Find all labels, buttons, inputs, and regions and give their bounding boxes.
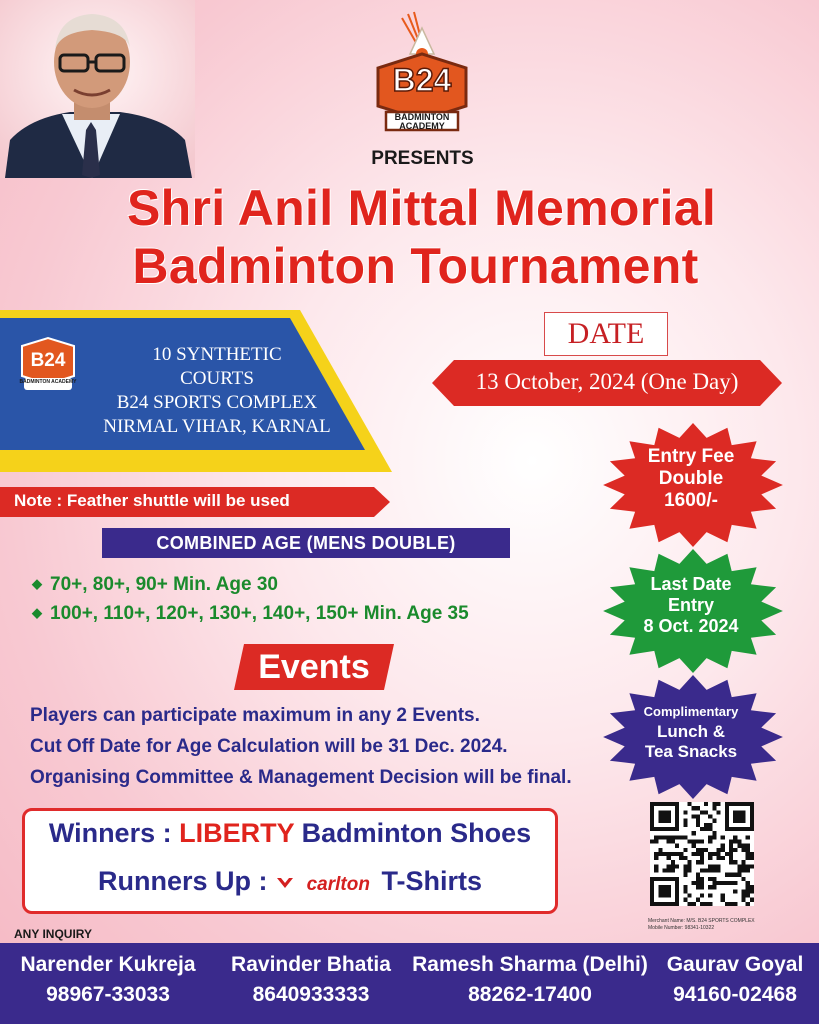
logo-subtitle: BADMINTON ACADEMY	[394, 112, 450, 131]
winners-prize: Winners : LIBERTY Badminton Shoes	[48, 818, 532, 848]
runners-up-prize: Runners Up : carlton T-Shirts	[98, 866, 482, 896]
entry-fee-text: Entry Fee Double 1600/-	[647, 446, 735, 511]
contact-phone[interactable]: 98967-33033	[46, 983, 170, 1006]
venue-line: 10 SYNTHETIC	[152, 344, 282, 365]
venue-text	[52, 343, 382, 439]
contact-name: Ravinder Bhatia	[231, 953, 391, 976]
age-group-list	[32, 570, 469, 628]
contact-name: Ramesh Sharma (Delhi)	[412, 953, 648, 976]
carlton-logo-icon	[275, 876, 295, 890]
contact-card	[408, 950, 652, 1010]
venue-logo-subtitle: BADMINTON ACADEMY	[19, 379, 77, 385]
contact-name: Narender Kukreja	[20, 953, 196, 976]
event-rules	[30, 700, 572, 793]
tournament-title-line2: Badminton Tournament	[132, 238, 699, 294]
presents-text: PRESENTS	[371, 148, 474, 169]
venue-line: COURTS	[180, 368, 254, 389]
venue-line: NIRMAL VIHAR, KARNAL	[103, 416, 331, 437]
contact-phone[interactable]: 88262-17400	[468, 983, 592, 1006]
date-label: DATE	[544, 312, 668, 356]
date-value: 13 October, 2024 (One Day)	[475, 369, 739, 394]
contact-name: Gaurav Goyal	[666, 953, 804, 976]
carlton-brand: carlton	[306, 874, 370, 895]
tournament-title-line1: Shri Anil Mittal Memorial	[126, 180, 717, 236]
diamond-bullet-icon: ◆	[32, 576, 42, 591]
contact-phone[interactable]: 94160-02468	[673, 983, 797, 1006]
rule-item: Cut Off Date for Age Calculation will be 31 Dec. 2024.	[30, 736, 508, 757]
rule-item: Players can participate maximum in any 2 Events.	[30, 705, 480, 726]
contact-card	[214, 950, 408, 1010]
liberty-brand: LIBERTY	[179, 818, 295, 848]
payment-qr-code[interactable]	[650, 802, 754, 906]
complimentary-text: Complimentary Lunch & Tea Snacks	[643, 704, 739, 761]
events-heading: Events	[258, 648, 370, 686]
note-text: Note : Feather shuttle will be used	[14, 491, 290, 510]
venue-logo-text: B24	[30, 350, 66, 371]
last-date-text: Last Date Entry 8 Oct. 2024	[643, 574, 739, 636]
list-item: ◆ 100+, 110+, 120+, 130+, 140+, 150+ Min. Age 35	[32, 603, 469, 624]
rule-item: Organising Committee & Management Decision will be final.	[30, 767, 572, 788]
list-item: ◆ 70+, 80+, 90+ Min. Age 30	[32, 574, 278, 595]
venue-line: B24 SPORTS COMPLEX	[116, 392, 318, 413]
inquiry-label: ANY INQUIRY	[14, 927, 93, 941]
diamond-bullet-icon: ◆	[32, 605, 42, 620]
combined-age-heading: COMBINED AGE (MENS DOUBLE)	[102, 528, 510, 558]
contact-phone[interactable]: 8640933333	[252, 983, 370, 1006]
merchant-info: Merchant Name: M/S. B24 SPORTS COMPLEX Mobile Number: 98341-10322	[648, 918, 755, 931]
logo-text: B24	[392, 62, 452, 98]
contact-card	[654, 950, 816, 1010]
contact-card	[6, 950, 210, 1010]
